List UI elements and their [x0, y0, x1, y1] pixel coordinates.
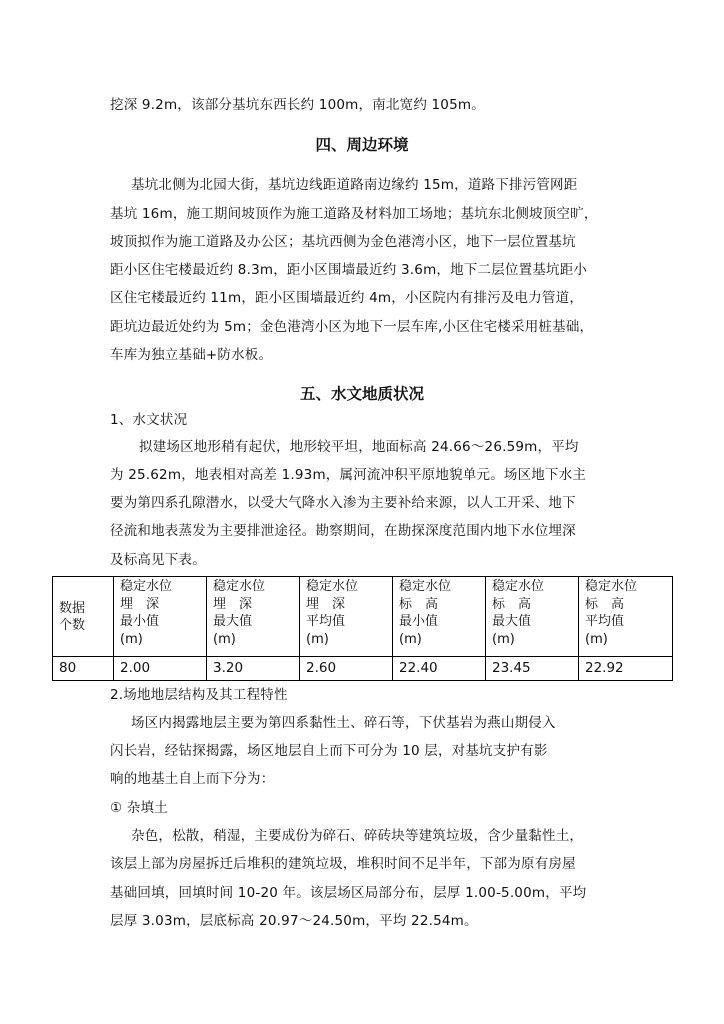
table-cell: 80: [53, 657, 114, 681]
section-5-title: 五、水文地质状况: [299, 385, 424, 403]
paragraph-line: 坡顶拟作为施工道路及办公区；基坑西侧为金色港湾小区，地下一层位置基坑: [110, 234, 576, 250]
table-header-cell: 稳定水位 标 高 平均值 (m): [579, 577, 673, 657]
paragraph-line: 拟建场区地形稍有起伏，地形较平坦，地面标高 24.66～26.59m，平均: [139, 439, 579, 455]
paragraph-line: 该层上部为房屋拆迁后堆积的建筑垃圾，堆积时间不足半年，下部为原有房屋: [110, 856, 576, 872]
table-cell: 23.45: [486, 657, 579, 681]
paragraph-line: 要为第四系孔隙潜水，以受大气降水入渗为主要补给来源，以人工开采、地下: [110, 495, 576, 511]
table-header-cell: 稳定水位 埋 深 平均值 (m): [300, 577, 393, 657]
section-4-title: 四、周边环境: [315, 136, 409, 154]
layer-1-title: ① 杂填土: [110, 800, 168, 816]
table-header-cell: 稳定水位 标 高 最小值 (m): [393, 577, 486, 657]
paragraph-line: 车库为独立基础+防水板。: [110, 347, 273, 363]
table-header-row: [53, 577, 673, 657]
water-level-table: [52, 576, 673, 681]
table-row: [53, 657, 673, 681]
paragraph-line: 杂色，松散，稍湿，主要成份为碎石、碎砖块等建筑垃圾，含少量黏性土，: [131, 828, 584, 844]
paragraph-line: 距坑边最近处约为 5m；金色港湾小区为地下一层车库,小区住宅楼采用桩基础，: [110, 319, 594, 335]
table-cell: 22.92: [579, 657, 673, 681]
paragraph-line: 为 25.62m，地表相对高差 1.93m，属河流冲积平原地貌单元。场区地下水主: [110, 467, 587, 483]
table-cell: 22.40: [393, 657, 486, 681]
paragraph-line: 层厚 3.03m，层底标高 20.97～24.50m，平均 22.54m。: [110, 913, 478, 929]
paragraph-line: 基坑北侧为北园大街，基坑边线距道路南边缘约 15m，道路下排污管网距: [131, 177, 578, 193]
table-cell: 3.20: [207, 657, 300, 681]
table-header-cell: 数据 个数: [53, 577, 114, 657]
paragraph-line: 场区内揭露地层主要为第四系黏性土、碎石等，下伏基岩为燕山期侵入: [131, 715, 556, 731]
table-header-cell: 稳定水位 标 高 最大值 (m): [486, 577, 579, 657]
subsection-2-title: 2.场地地层结构及其工程特性: [110, 687, 288, 703]
paragraph-line: 区住宅楼最近约 11m，距小区围墙最近约 4m，小区院内有排污及电力管道，: [110, 290, 584, 306]
paragraph-line: 基础回填，回填时间 10-20 年。该层场区局部分布，层厚 1.00-5.00m，平均: [110, 885, 587, 901]
table-cell: 2.60: [300, 657, 393, 681]
intro-line: 挖深 9.2m，该部分基坑东西长约 100m，南北宽约 105m。: [110, 97, 485, 113]
subsection-1-title: 1、水文状况: [110, 412, 188, 428]
paragraph-line: 及标高见下表。: [110, 552, 206, 568]
paragraph-line: 距小区住宅楼最近约 8.3m，距小区围墙最近约 3.6m，地下二层位置基坑距小: [110, 262, 588, 278]
table-header-cell: 稳定水位 埋 深 最大值 (m): [207, 577, 300, 657]
paragraph-line: 闪长岩，经钻探揭露，场区地层自上而下可分为 10 层，对基坑支护有影: [110, 743, 548, 759]
table-header-cell: 稳定水位 埋 深 最小值 (m): [114, 577, 207, 657]
paragraph-line: 径流和地表蒸发为主要排泄途径。勘察期间，在勘探深度范围内地下水位埋深: [110, 523, 576, 539]
table-cell: 2.00: [114, 657, 207, 681]
paragraph-line: 基坑 16m，施工期间坡顶作为施工道路及材料加工场地；基坑东北侧坡顶空旷，: [110, 206, 598, 222]
paragraph-line: 响的地基土自上而下分为：: [110, 771, 275, 787]
